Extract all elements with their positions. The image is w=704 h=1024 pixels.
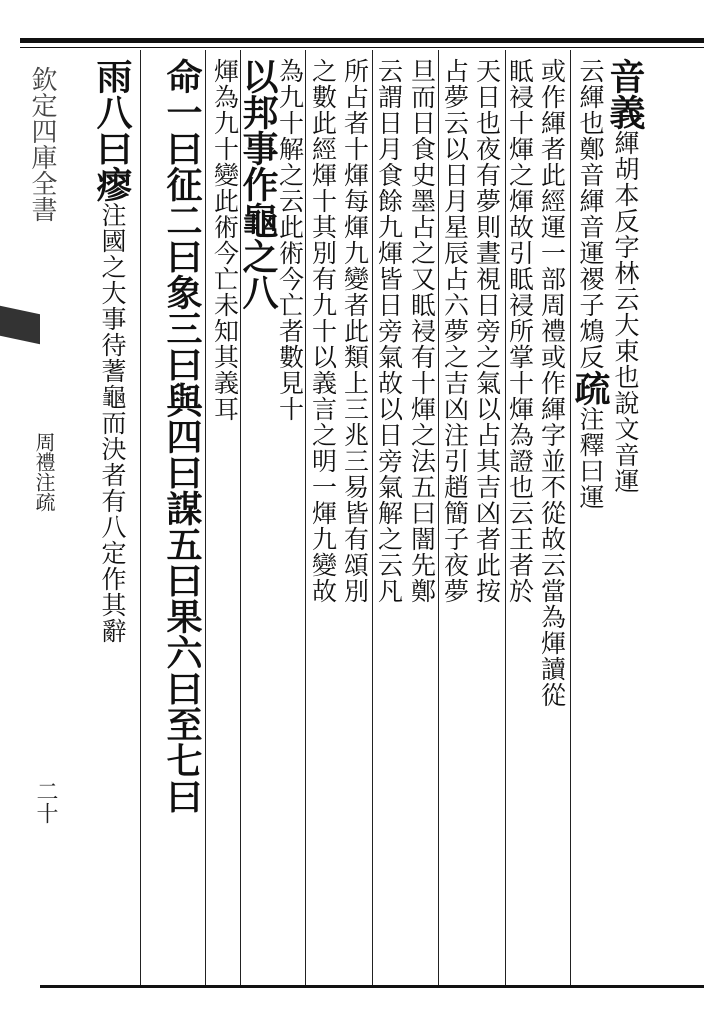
commentary-text: 為九十解之云此術今亡者數見十 [275,58,305,422]
text-column [568,58,612,983]
edge-page-number: 二十 [33,780,58,824]
text-column [406,58,439,983]
text-column [209,58,242,983]
commentary-text: 或作緷者此經運一部周禮或作緷字並不從故云當為煇讀從 [537,58,567,708]
column-divider [305,50,306,985]
main-text: 命一曰征二曰象三曰與四曰謀五曰果六曰至七曰 [161,58,203,814]
text-column [339,58,372,983]
text-column [504,58,537,983]
top-border [20,38,704,48]
main-text: 音義 [604,58,646,130]
commentary-text: 緷胡本反字林云大束也說文音運 [611,130,640,494]
commentary-text: 眡祲十煇之煇故引眡祲所掌十煇為證也云王者於 [505,58,535,604]
text-column [160,58,204,983]
text-column [236,58,280,983]
main-text: 疏 [569,370,611,406]
bottom-border [40,985,704,988]
column-divider [438,50,439,985]
text-column [471,58,504,983]
column-divider [570,50,571,985]
text-column [90,58,134,983]
commentary-text: 占夢云以日月星辰占六夢之吉凶注引趙簡子夜夢 [440,58,470,604]
page-edge-tab [0,306,40,345]
text-column [373,58,406,983]
column-divider [505,50,506,985]
main-text: 以邦事作龜之八 [237,58,279,310]
column-divider [205,50,206,985]
commentary-text: 云謂日月食餘九煇皆日旁氣故以日旁氣解之云凡 [374,58,404,604]
edge-title: 欽定四庫全書 [27,66,57,222]
column-divider [372,50,373,985]
commentary-text: 煇為九十變此術今亡未知其義耳 [210,58,240,422]
main-text: 雨八曰瘳 [91,58,133,202]
commentary-text: 云緷也鄭音緷音運禝子鴆反 [576,58,605,370]
commentary-text: 旦而日食史墨占之又眡祲有十煇之法五曰闇先鄭 [407,58,437,604]
edge-book-title: 周禮注疏 [32,432,56,512]
commentary-text: 注釋曰運 [576,406,605,510]
text-column [439,58,472,983]
commentary-text: 所占者十煇每煇九變者此類上三兆三易皆有頌別 [340,58,370,604]
text-column [307,58,340,983]
column-divider [140,50,141,985]
column-divider [240,50,241,985]
commentary-text: 之數此經煇十其別有九十以義言之明一煇九變故 [308,58,338,604]
commentary-text: 注國之大事待蓍龜而決者有八定作其辭 [98,202,127,644]
text-column [536,58,569,983]
commentary-text: 天日也夜有夢則晝視日旁之氣以占其吉凶者此按 [472,58,502,604]
